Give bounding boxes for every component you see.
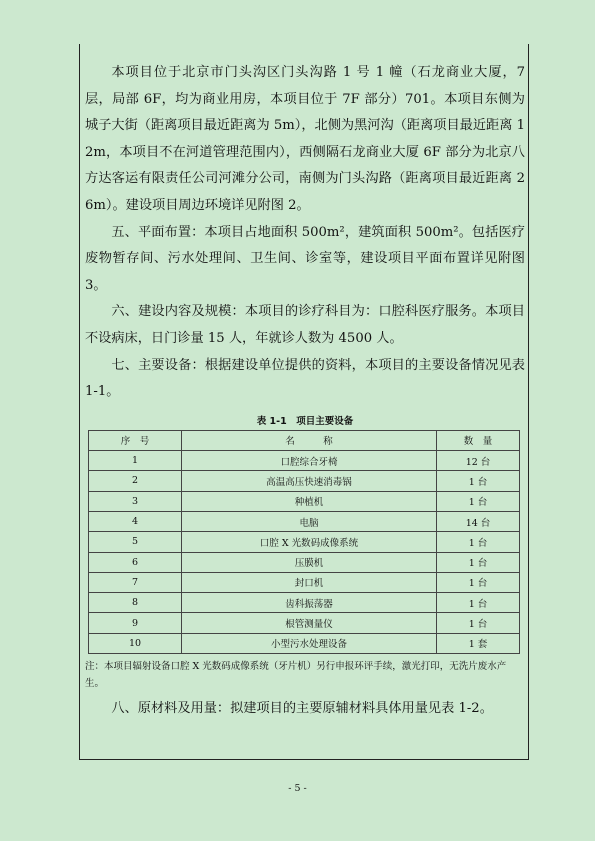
table-row [89, 532, 520, 552]
cell-no: 2 [89, 471, 182, 491]
cell-no: 4 [89, 511, 182, 531]
table-row [89, 572, 520, 592]
paragraph-materials: 八、原材料及用量：拟建项目的主要原辅材料具体用量见表 1-2。 [111, 700, 493, 716]
cell-no: 9 [89, 613, 182, 633]
cell-no: 7 [89, 572, 182, 592]
header-name: 名 称 [182, 430, 437, 450]
table-row [89, 613, 520, 633]
header-qty: 数 量 [437, 430, 520, 450]
cell-name: 根管测量仪 [182, 613, 437, 633]
cell-qty: 1 台 [437, 613, 520, 633]
cell-qty: 1 台 [437, 593, 520, 613]
cell-no: 8 [89, 593, 182, 613]
cell-name: 高温高压快速消毒锅 [182, 471, 437, 491]
cell-qty: 14 台 [437, 511, 520, 531]
document-body [85, 60, 525, 723]
cell-qty: 12 台 [437, 451, 520, 471]
cell-name: 小型污水处理设备 [182, 633, 437, 653]
cell-no: 6 [89, 552, 182, 572]
table-header-row [89, 430, 520, 450]
cell-name: 压膜机 [182, 552, 437, 572]
table-row [89, 511, 520, 531]
table-caption: 表 1-1 项目主要设备 [256, 415, 354, 427]
paragraph-location: 本项目位于北京市门头沟区门头沟路 1 号 1 幢（石龙商业大厦，7 层，局部 6F，均为商业用房，本项目位于 7F 部分）701。本项目东侧为城子大街（距离项目最近距离为 5m），北侧为黑河沟（距离项目最近距离 12m，本项目不在河道管理范围内），西侧隔石龙商业大厦 6F 部分为北京八方达客运有限责任公司河滩分公司，南侧为门头沟路（距离项目最近距离 26m）。建设项目周边环境详见附图 2。 [85, 65, 525, 213]
table-note: 注：本项目辐射设备口腔 X 光数码成像系统（牙片机）另行申报环评手续，激光打印，无洗片废水产生。 [85, 660, 507, 689]
paragraph-scale: 六、建设内容及规模：本项目的诊疗科目为：口腔科医疗服务。本项目不设病床，日门诊量 15 人，年就诊人数为 4500 人。 [85, 304, 525, 346]
table-row [89, 471, 520, 491]
equipment-table [88, 430, 520, 654]
cell-no: 10 [89, 633, 182, 653]
paragraph-layout: 五、平面布置：本项目占地面积 500m²，建筑面积 500m²。包括医疗废物暂存间、污水处理间、卫生间、诊室等，建设项目平面布置详见附图 3。 [85, 224, 525, 293]
cell-name: 口腔综合牙椅 [182, 451, 437, 471]
header-no: 序 号 [89, 430, 182, 450]
cell-no: 5 [89, 532, 182, 552]
page-number: - 5 - [288, 783, 307, 794]
cell-name: 电脑 [182, 511, 437, 531]
table-row [89, 633, 520, 653]
cell-qty: 1 台 [437, 552, 520, 572]
cell-qty: 1 台 [437, 572, 520, 592]
cell-name: 封口机 [182, 572, 437, 592]
cell-qty: 1 套 [437, 633, 520, 653]
cell-no: 3 [89, 491, 182, 511]
cell-qty: 1 台 [437, 532, 520, 552]
table-row [89, 451, 520, 471]
cell-name: 种植机 [182, 491, 437, 511]
cell-qty: 1 台 [437, 471, 520, 491]
paragraph-equipment: 七、主要设备：根据建设单位提供的资料，本项目的主要设备情况见表 1-1。 [85, 357, 525, 400]
cell-name: 口腔 X 光数码成像系统 [182, 532, 437, 552]
table-row [89, 593, 520, 613]
cell-qty: 1 台 [437, 491, 520, 511]
table-row [89, 491, 520, 511]
cell-no: 1 [89, 451, 182, 471]
table-row [89, 552, 520, 572]
cell-name: 齿科振荡器 [182, 593, 437, 613]
